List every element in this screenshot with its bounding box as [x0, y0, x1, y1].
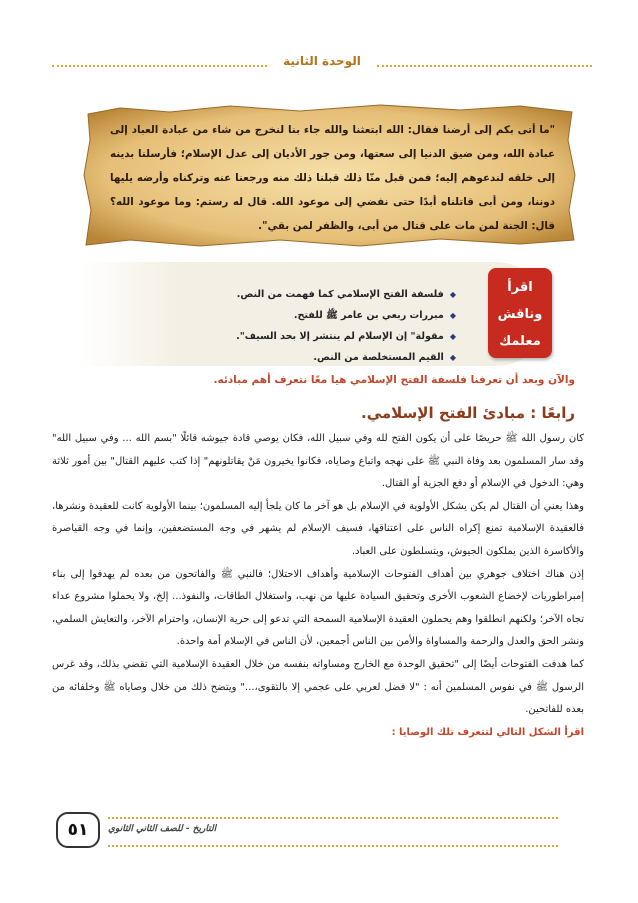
paragraph: كما هدفت الفتوحات أيضًا إلى "تحقيق الوحدة مع الخارج ومساواته بنفسه من خلال العقيدة الإسلامية التي تقضي بذلك، وقد غرس الرسول ﷺ في نفوس المسلمين أنه : "لا فضل لعربي على عجمي إلا بالتقوى،..." ويتضح ذلك من خلال وصاياه ﷺ وخلفائه من بعده للفاتحين.	[52, 658, 584, 716]
footer-subject: التاريخ - للصف الثاني الثانوي	[108, 824, 217, 834]
read-discuss-badge	[488, 268, 552, 358]
page-number: ٥١	[56, 812, 100, 848]
paragraph: كان رسول الله ﷺ حريصًا على أن يكون الفتح لله وفي سبيل الله، فكان يوصي قادة جيوشه قائلًا "بسم الله ... وفي سبيل الله" وقد سار المسلمون بعد وفاة النبي ﷺ على نهجه واتباع وصاياه، فكانوا يخيرون مَنْ يقاتلونهم" إذا كتب عليهم القتال" بين أمور ثلاثة وهي: الدخول في الإسلام أو دفع الجزية أو القتال.	[52, 433, 584, 490]
quote-parchment	[80, 100, 580, 250]
discussion-item: ◆ مقولة" إن الإسلام لم ينتشر إلا بحد السيف".	[236, 326, 456, 347]
intro-line: والآن وبعد أن تعرفنا فلسفة الفتح الإسلامي هيا معًا نتعرف أهم مبادئه.	[213, 374, 575, 386]
discussion-box	[80, 262, 548, 366]
paragraph: إذن هناك اختلاف جوهري بين أهداف الفتوحات الإسلامية وأهداف الاحتلال؛ فالنبي ﷺ والفاتحون من بعده لم يهدفوا إلى بناء إمبراطوريات لإخضاع الشعوب الأخرى وتحقيق السيادة عليها من نهب، واستغلال الطاقات، والنفوذ... إلخ، ولا يحملوا مشروع عداء تجاه الآخر؛ ولكنهم انطلقوا وهم يحملون العقيدة الإسلامية السمحة التي تدعو إلى حرية الإنسان، واحترام الآخر، والتعايش السلمي، ونشر الحق والعدل والرحمة والمساواة والأمن بين الناس أجمعين، لأن الناس في الإسلام أمة واحدة.	[52, 568, 584, 648]
badge-line-teacher: معلمك	[499, 334, 541, 349]
footer-dots-bottom	[108, 845, 558, 847]
discussion-item: ◆ فلسفة الفتح الإسلامي كما فهمت من النص.	[236, 284, 456, 305]
section-title: رابعًا : مبادئ الفتح الإسلامي.	[361, 404, 575, 422]
badge-line-discuss: وناقش	[497, 307, 543, 322]
figure-note: اقرأ الشكل التالي لتتعرف تلك الوصايا :	[391, 726, 584, 738]
discussion-list	[236, 284, 456, 368]
discussion-item: ◆ مبررات ربعي بن عامر ﷺ للفتح.	[236, 305, 456, 326]
page-header	[52, 54, 592, 72]
discussion-item: ◆ القيم المستخلصة من النص.	[236, 347, 456, 368]
header-dots-left	[52, 65, 267, 67]
paragraph: وهذا يعني أن القتال لم يكن يشكل الأولوية في الإسلام بل هو آخر ما كان يلجأ إليه المسلمون؛ بينما الأولوية كانت للعقيدة ونشرها، فالعقيدة الإسلامية تمنع إكراه الناس على اعتناقها، فسيف الإسلام لم يشهر في وجه المستضعفين، وإنما في وجه القياصرة والأكاسرة الذين يملكون الجيوش، ويتسلطون على العباد.	[52, 500, 584, 557]
body-text	[52, 428, 584, 744]
quote-text: "ما أتى بكم إلى أرضنا فقال: الله ابتعثنا والله جاء بنا لنخرج من شاء من عبادة العباد إلى عبادة الله، ومن ضيق الدنيا إلى سعتها، ومن جور الأديان إلى عدل الإسلام؛ فأرسلنا بدينه إلى خلقه لندعوهم إليه؛ فمن قبل منّا ذلك قبلنا ذلك منه ورجعنا عنه وتركناه وأرضه يليها دوننا، ومن أبى قاتلناه أبدًا حتى نفضي إلى موعود الله. قال له رستم: وما موعود الله؟ قال: الجنة لمن مات على قتال من أبى، والظفر لمن بقي".	[110, 124, 555, 232]
unit-title: الوحدة الثانية	[283, 54, 361, 68]
badge-line-read: اقرأ	[507, 280, 533, 295]
footer-dots-top	[108, 817, 558, 819]
